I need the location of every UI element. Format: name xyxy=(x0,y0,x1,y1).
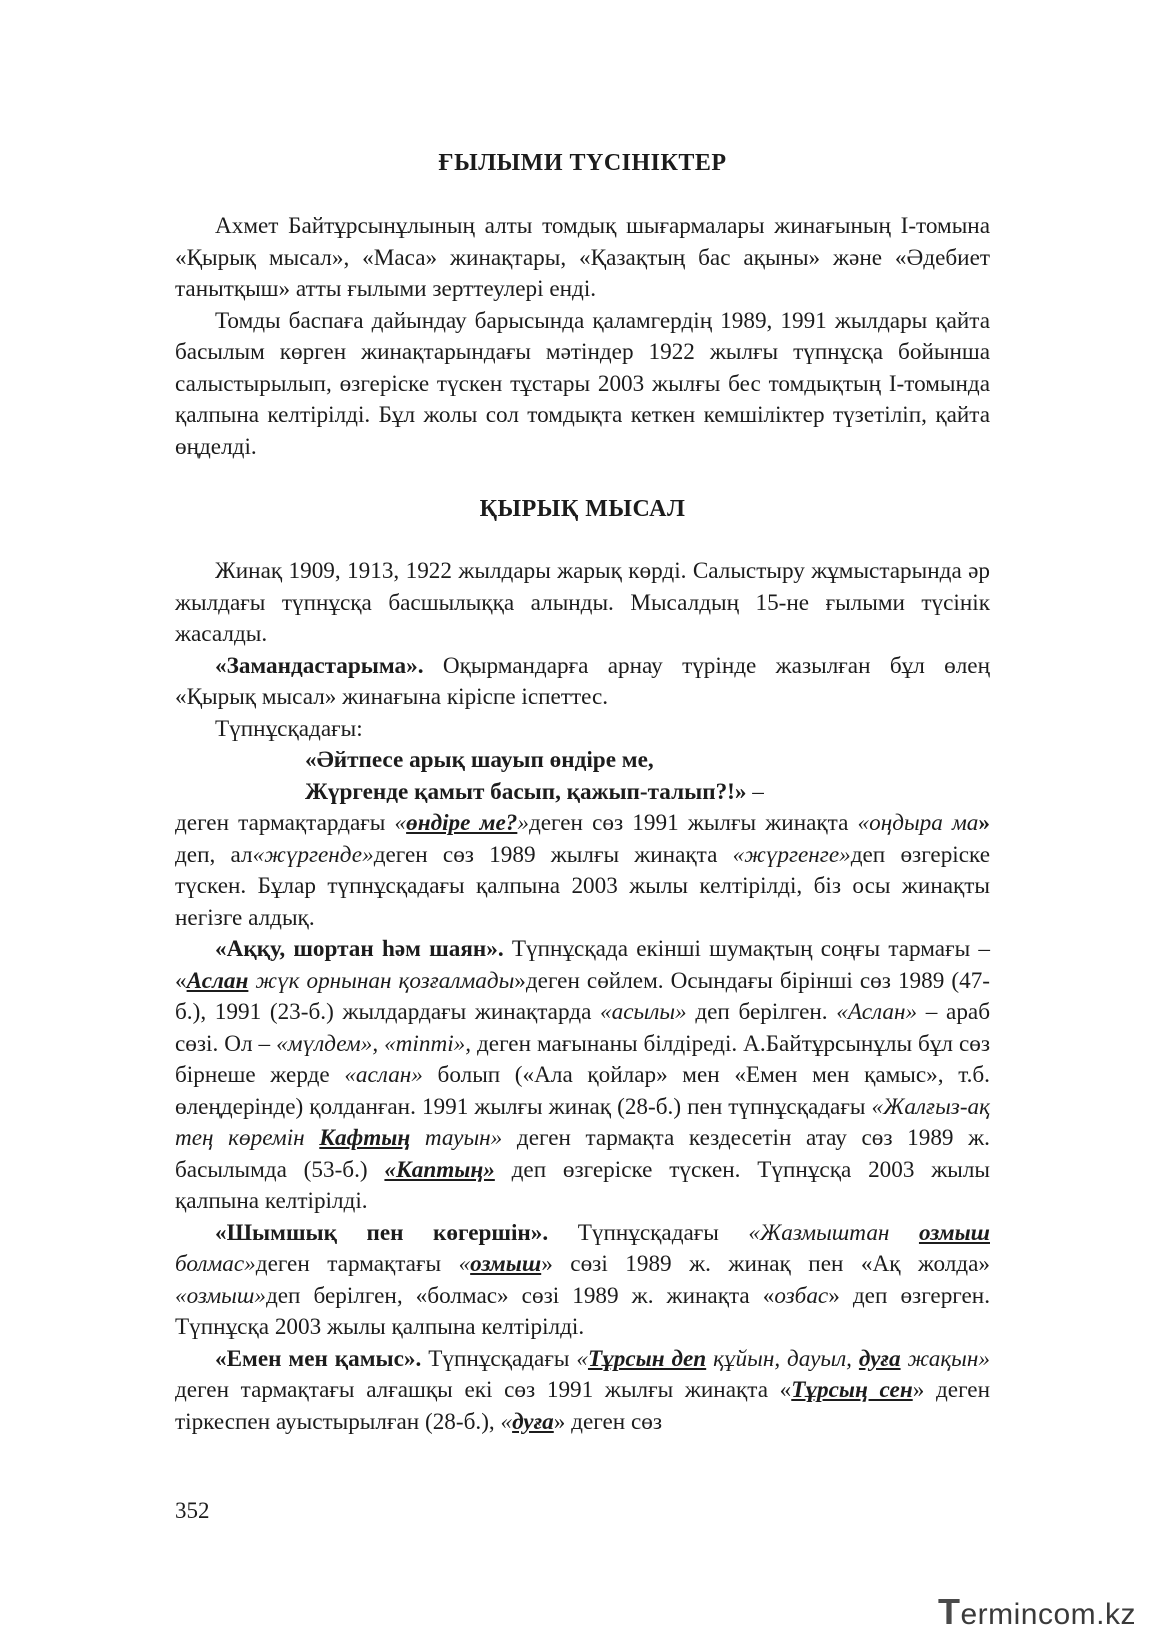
paragraph xyxy=(175,1344,990,1439)
text: деген тармақтардағы xyxy=(175,810,395,836)
page-number: 352 xyxy=(175,1498,210,1523)
emphasis: Кафтың xyxy=(319,1125,411,1151)
watermark-first-letter: T xyxy=(937,1591,961,1632)
italic-text: «жүргенде» xyxy=(252,841,374,868)
italic-text: «аслан» xyxy=(344,1062,423,1088)
paragraph xyxy=(175,1218,990,1344)
text: Түпнұсқада екінші шумақтың соңғы тармағы – « xyxy=(175,936,990,994)
italic-text: «Жалғыз-ақ тең көремін xyxy=(175,1093,990,1151)
poem-title: «Емен мен қамыс». xyxy=(215,1345,422,1372)
italic-text: тауын» xyxy=(410,1125,503,1151)
text: »деген сөйлем. Осындағы бірінші сөз 1989 (47-б.), 1991 (23-б.) жылдардағы жинақтарда xyxy=(175,967,991,1025)
text: » деп өзгерген. Түпнұсқа 2003 жылы қалпына келтірілді. xyxy=(175,1282,990,1340)
text: деп берілген, «болмас» сөзі 1989 ж. жинақта « xyxy=(265,1282,775,1309)
italic-text: «озмыш» xyxy=(175,1282,266,1309)
italic-text: жақын» xyxy=(900,1345,990,1372)
emphasis: дуға xyxy=(512,1408,554,1435)
emphasis: озмыш xyxy=(918,1219,990,1246)
watermark-logo xyxy=(938,1591,1136,1633)
text: деген сөз 1989 жылғы жинақта xyxy=(373,841,733,868)
quote-text: Жүргенде қамыт басып, қажып-талып?!» xyxy=(305,778,747,805)
text: деген мағынаны білдіреді. А.Байтұрсынұлы бұл сөз бірнеше жерде xyxy=(175,1030,991,1088)
paragraph xyxy=(175,651,990,714)
emphasis: дуға xyxy=(858,1345,901,1372)
section-heading: ҚЫРЫҚ МЫСАЛ xyxy=(479,496,686,522)
text: деп өзгеріске түскен. Түпнұсқа 2003 жылы қалпына келтірілді. xyxy=(175,1156,990,1214)
text: деген сөз 1991 жылғы жинақта xyxy=(528,810,858,836)
text: деген тармақтағы алғашқы екі сөз 1991 жылғы жинақта « xyxy=(175,1377,792,1403)
emphasis: Аслан xyxy=(186,967,249,994)
emphasis: озмыш xyxy=(470,1251,542,1277)
italic-text: «асылы» xyxy=(600,999,687,1025)
paragraph: Ахмет Байтұрсынұлының алты томдық шығармалары жинағының І-томына «Қырық мысал», «Маса» жинақтары, «Қазақтың бас ақыны» және «Әдебиет танытқыш» атты ғылыми зерттеулері енді. xyxy=(175,213,990,302)
poem-quote-line: «Әйтпесе арық шауып өндіре ме, xyxy=(305,747,654,773)
intro-block xyxy=(175,211,990,463)
commentary-block xyxy=(175,556,990,1438)
text: » деген тіркеспен ауыстырылған (28-б.), xyxy=(175,1377,990,1435)
text: » деген сөз xyxy=(553,1408,662,1435)
text: Түпнұсқадағы xyxy=(548,1219,749,1246)
emphasis: Тұрсын деп xyxy=(587,1345,707,1372)
paragraph: Томды баспаға дайындау барысында қаламгердің 1989, 1991 жылдары қайта басылым көрген жинақтарындағы мәтіндер 1922 жылғы түпнұсқа бойынша салыстырылып, өзгеріске түскен тұстары 2003 жылғы бес томдықтың І-томында қалпына келтірілді. Бұл жолы сол томдықта кеткен кемшіліктер түзетіліп, қайта өңделді. xyxy=(175,307,990,460)
poem-quote-line xyxy=(175,777,990,809)
italic-text: жүк орнынан қозғалмады xyxy=(248,967,515,994)
paragraph xyxy=(175,934,990,1218)
section-heading: ҒЫЛЫМИ ТҮСІНІКТЕР xyxy=(438,150,727,176)
quote-dash: – xyxy=(746,778,764,805)
paragraph xyxy=(175,808,990,934)
italic-text: құйын, дауыл, xyxy=(706,1345,859,1372)
italic-text: «оңдыра ма xyxy=(857,810,979,836)
emphasis: «Каптың» xyxy=(384,1156,495,1183)
text: » xyxy=(978,810,990,836)
paragraph: Түпнұсқадағы: xyxy=(215,715,363,742)
italic-text: болмас» xyxy=(175,1251,256,1277)
paragraph-text: Оқырмандарға арнау түрінде жазылған бұл өлең «Қырық мысал» жинағына кіріспе іспеттес. xyxy=(175,652,990,710)
emphasis: өндіре ме? xyxy=(406,810,518,836)
text: деп берілген. xyxy=(686,999,837,1025)
poem-title: «Шымшық пен көгершін». xyxy=(215,1219,549,1246)
text: « xyxy=(394,810,407,836)
italic-text: озбас xyxy=(774,1282,829,1309)
text: » сөзі 1989 ж. жинақ пен «Ақ жолда» xyxy=(541,1251,990,1277)
text: деген тармақта кездесетін атау сөз 1989 ж. басылымда (53-б.) xyxy=(175,1125,990,1183)
text: – араб сөзі. Ол – xyxy=(175,999,991,1057)
watermark-text: ermincom.kz xyxy=(960,1598,1136,1631)
italic-text: « xyxy=(500,1408,513,1435)
paragraph: Жинақ 1909, 1913, 1922 жылдары жарық көрді. Салыстыру жұмыстарында әр жылдағы түпнұсқа басшылыққа алынды. Мысалдың 15-не ғылыми түсінік жасалды. xyxy=(175,558,990,647)
text: деген тармақтағы xyxy=(255,1251,459,1277)
text: » xyxy=(517,810,529,836)
text: Түпнұсқадағы xyxy=(421,1345,577,1372)
italic-text: «Жазмыштан xyxy=(748,1219,919,1246)
emphasis: Тұрсың сен xyxy=(791,1377,913,1403)
poem-title: «Замандастарыма». xyxy=(215,652,424,679)
italic-text: «мүлдем», «тіпті», xyxy=(276,1030,472,1057)
text: деп өзгеріске түскен. Бұлар түпнұсқадағы қалпына 2003 жылы келтірілді, біз осы жинақты негізге алдық. xyxy=(175,841,990,931)
text: болып («Ала қойлар» мен «Емен мен қамыс», т.б. өлеңдерінде) қолданған. 1991 жылғы жинақ (28-б.) пен түпнұсқадағы xyxy=(175,1062,990,1120)
italic-text: « xyxy=(576,1345,588,1372)
text: деп, ал xyxy=(175,841,253,868)
italic-text: « xyxy=(458,1251,471,1277)
italic-text: «жүргенге» xyxy=(732,841,851,868)
poem-title: «Аққу, шортан һәм шаян». xyxy=(215,936,504,962)
italic-text: «Аслан» xyxy=(836,999,918,1025)
